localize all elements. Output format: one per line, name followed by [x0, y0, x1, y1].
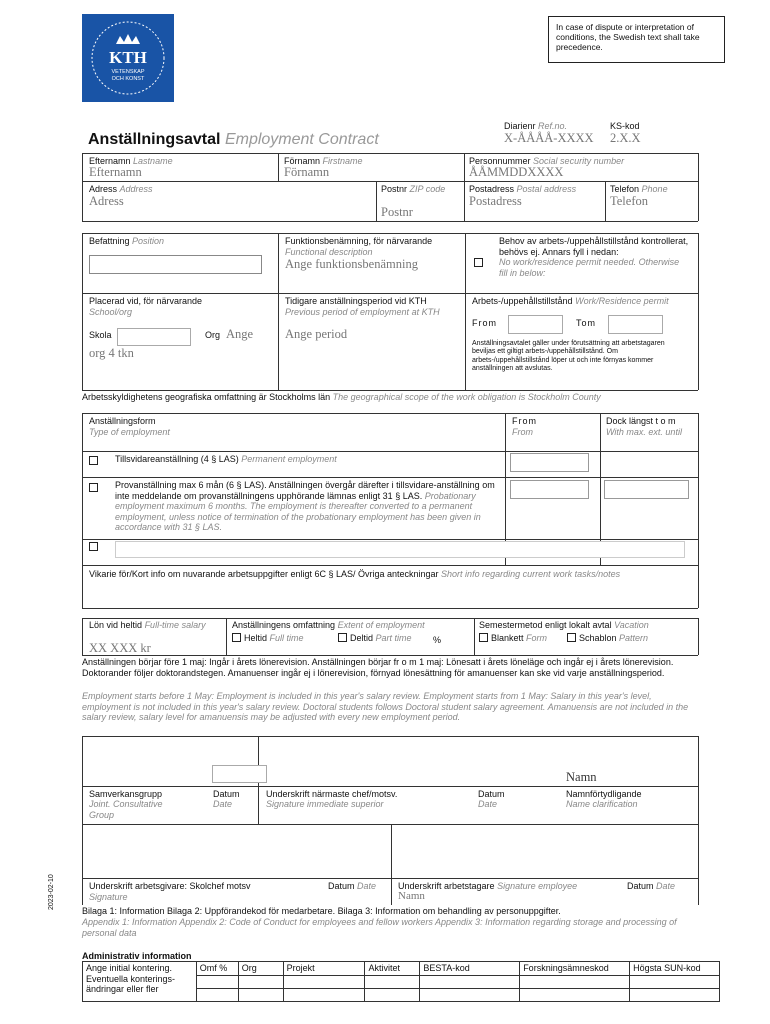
tidigare-label-en: Previous period of employment at KTH [285, 307, 440, 317]
kskod-value[interactable]: 2.X.X [610, 131, 641, 145]
diarienr-value[interactable]: X-ÅÅÅÅ-XXXX [504, 131, 594, 145]
arbetsgivare-label-en: Signature [89, 892, 128, 902]
emp-from-label: From [512, 416, 537, 426]
probation-label: Provanställning max 6 mån (6 § LAS). Anställningen övergår därefter i tillsvidare-anställning om inte meddelande om provanställningens upphörande lämnas enligt 31 § LAS. Probationary employment maximum 6 months. The employment is thereafter converted to a permanent employment, unless notice of termination of the probationary employment has been given in accordance with 31 § LAS. [115, 480, 495, 533]
admin-col-forskning: Forskningsämneskod [520, 962, 630, 976]
permit-from-input[interactable] [508, 315, 563, 334]
sig1-datum2-label-en: Date [478, 799, 498, 809]
vikarie-label: Vikarie för/Kort info om nuvarande arbetsuppgifter enligt 6C § LAS/ Övriga anteckningar Short info regarding current work tasks/notes [89, 569, 621, 579]
telefon-label: Telefon Phone [610, 184, 668, 194]
diarienr-label: Diarienr Ref.no. [504, 121, 568, 131]
appendix-sv: Bilaga 1: Information Bilaga 2: Uppförandekod för medarbetare. Bilaga 3: Information om behandling av personuppgifter. [82, 906, 561, 916]
probation-until-input[interactable] [604, 480, 689, 499]
permanent-checkbox[interactable] [89, 456, 98, 465]
placerad-label: Placerad vid, för närvarande [89, 296, 203, 306]
dispute-note [548, 16, 725, 63]
tidigare-label: Tidigare anställningsperiod vid KTH [285, 296, 427, 306]
blankett-checkbox [479, 633, 488, 642]
page-title [88, 131, 379, 150]
sig1-namn[interactable]: Namn [566, 770, 597, 784]
admin-table [82, 961, 720, 1002]
permanent-from-input[interactable] [510, 453, 589, 472]
logo-line2: OCH KONST [111, 76, 145, 82]
permit-tom-input[interactable] [608, 315, 663, 334]
arbetsgivare-label: Underskrift arbetsgivare: Skolchef motsv [89, 881, 251, 891]
review-text-en: Employment starts before 1 May: Employment is included in this year's salary review. Employment starts from 1 May: Salary in this year's level, employment is not included in this year's salary review. Doctoral students follows Doctoral student salary agreement. Amanuensis are not included in the salary review, salary level for amanuensis may be adjusted with every new employment period. [82, 691, 689, 723]
other-checkbox[interactable] [89, 542, 98, 551]
title-sv: Anställningsavtal [88, 131, 221, 148]
efternamn-field[interactable]: Efternamn [89, 165, 142, 179]
kth-logo [82, 14, 174, 102]
anstform-label: Anställningsform [89, 416, 156, 426]
funktion-label-en: Functional description [285, 247, 373, 257]
dock-label-en: With max. ext. until [606, 427, 682, 437]
sig2-datum2-label: Datum Date [627, 881, 676, 891]
kskod-label: KS-kod [610, 121, 640, 131]
admin-col-projekt: Projekt [283, 962, 365, 976]
skola-input[interactable] [117, 328, 191, 346]
skola-label: Skola [89, 330, 112, 340]
sig1-datum-label-en: Date [213, 799, 233, 809]
permit-from-label: From [472, 318, 497, 328]
org-field-hint: org 4 tkn [89, 346, 134, 360]
befattning-label: Befattning Position [89, 236, 165, 246]
schablon-option[interactable]: Schablon Pattern [567, 633, 648, 644]
chef-label-en: Signature immediate superior [266, 799, 384, 809]
placerad-label-en: School/org [89, 307, 133, 317]
adress-label: Adress Address [89, 184, 153, 194]
dock-label: Dock längst t o m [606, 416, 676, 426]
personnummer-field[interactable]: ÅÅMMDDXXXX [469, 165, 564, 179]
chef-label: Underskrift närmaste chef/motsv. [266, 789, 398, 799]
appendix-en: Appendix 1: Information Appendix 2: Code of Conduct for employees and fellow workers Appendix 3: Information regarding storage and processing of personal data [82, 917, 677, 938]
percent-label: % [433, 635, 442, 645]
fornamn-label: Förnamn Firstname [284, 156, 363, 166]
namnfort-label-en: Name clarification [566, 799, 638, 809]
probation-from-input[interactable] [510, 480, 589, 499]
samverkan-label-en: Joint. Consultative Group [89, 799, 163, 820]
samverkan-label: Samverkansgrupp [89, 789, 163, 799]
logo-text: KTH [109, 48, 147, 67]
fornamn-field[interactable]: Förnamn [284, 165, 330, 179]
personnummer-label: Personnummer Social security number [469, 156, 625, 166]
funktion-label: Funktionsbenämning, för närvarande [285, 236, 433, 246]
dispute-note-text: In case of dispute or interpretation of conditions, the Swedish text shall take precedence. [556, 22, 700, 53]
schablon-checkbox [567, 633, 576, 642]
samverkan-date-input[interactable] [212, 765, 267, 783]
tidigare-field[interactable]: Ange period [285, 327, 348, 341]
admin-col-kontering: Ange initial kontering. Eventuella konterings-ändringar eller fler [83, 962, 197, 1002]
side-date: 2023-02-10 [48, 874, 55, 910]
behov-text: Behov av arbets-/uppehållstillstånd kontrollerat, behövs ej. Annars fyll i nedan: No work/residence permit needed. Otherwise fill in below: [499, 236, 689, 278]
behov-checkbox[interactable] [474, 258, 483, 267]
sig2-namn[interactable]: Namn [398, 890, 425, 902]
admin-title: Administrativ information [82, 951, 192, 961]
other-type-input[interactable] [115, 541, 685, 558]
sig2-datum-label: Datum Date [328, 881, 377, 891]
efternamn-label: Efternamn Lastname [89, 156, 173, 166]
org-label: Org [205, 330, 221, 340]
lon-label: Lön vid heltid Full-time salary [89, 620, 206, 630]
probation-checkbox[interactable] [89, 483, 98, 492]
adress-field[interactable]: Adress [89, 194, 124, 208]
sig1-datum2-label: Datum [478, 789, 505, 799]
postnr-label: Postnr ZIP code [381, 184, 446, 194]
anstform-label-en: Type of employment [89, 427, 170, 437]
permit-note: Anställningsavtalet gäller under förutsättning att arbetstagaren beviljas ett giltigt arbets-/uppehållstillstånd. Om arbets-/uppehållstillstånd löper ut och inte förnyas kommer anställningen att avslutas. [472, 340, 665, 372]
deltid-checkbox [338, 633, 347, 642]
heltid-checkbox [232, 633, 241, 642]
arbetstagare-label: Underskrift arbetstagare Signature employee [398, 881, 578, 891]
admin-col-omf: Omf % [196, 962, 238, 976]
permit-tom-label: Tom [576, 318, 597, 328]
admin-col-org: Org [238, 962, 283, 976]
admin-col-sun: Högsta SUN-kod [630, 962, 720, 976]
review-text: Anställningen börjar före 1 maj: Ingår i årets lönerevision. Anställningen börjar fr o m 1 maj: Lönesatt i årets löneläge och ingår ej i årets lönerevision. Doktorander följer doktorandstegen. Amanuenser ingår ej i lönerevision, förnyad lönesättning för amanuenser kan ske vid varje anställningsperiod. [82, 657, 674, 678]
sig1-datum-label: Datum [213, 789, 240, 799]
funktion-field[interactable]: Ange funktionsbenämning [285, 257, 418, 271]
postadress-field[interactable]: Postadress [469, 194, 522, 208]
org-field[interactable]: Ange [226, 327, 254, 341]
blankett-option[interactable]: Blankett Form [479, 633, 547, 644]
permit-label: Arbets-/uppehållstillstånd Work/Residence permit [472, 296, 669, 306]
postadress-label: Postadress Postal address [469, 184, 577, 194]
lon-field[interactable]: XX XXX kr [89, 641, 151, 655]
admin-col-aktivitet: Aktivitet [365, 962, 420, 976]
befattning-input[interactable] [89, 255, 262, 274]
emp-from-label-en: From [512, 427, 533, 437]
heltid-option[interactable]: Heltid Full time [232, 633, 304, 644]
omfattning-label: Anställningens omfattning Extent of employment [232, 620, 425, 630]
permanent-label: Tillsvidareanställning (4 § LAS) Permanent employment [115, 454, 337, 464]
postnr-field[interactable]: Postnr [381, 205, 413, 219]
logo-line1: VETENSKAP [111, 69, 145, 75]
admin-col-besta: BESTA-kod [420, 962, 520, 976]
semester-label: Semestermetod enligt lokalt avtal Vacation [479, 620, 649, 630]
geo-text: Arbetsskyldighetens geografiska omfattning är Stockholms län The geographical scope of the work obligation is Stockholm County [82, 392, 601, 402]
namnfort-label: Namnförtydligande [566, 789, 642, 799]
deltid-option[interactable]: Deltid Part time [338, 633, 412, 644]
telefon-field[interactable]: Telefon [610, 194, 648, 208]
admin-header-row [83, 962, 720, 976]
title-en: Employment Contract [224, 131, 379, 148]
